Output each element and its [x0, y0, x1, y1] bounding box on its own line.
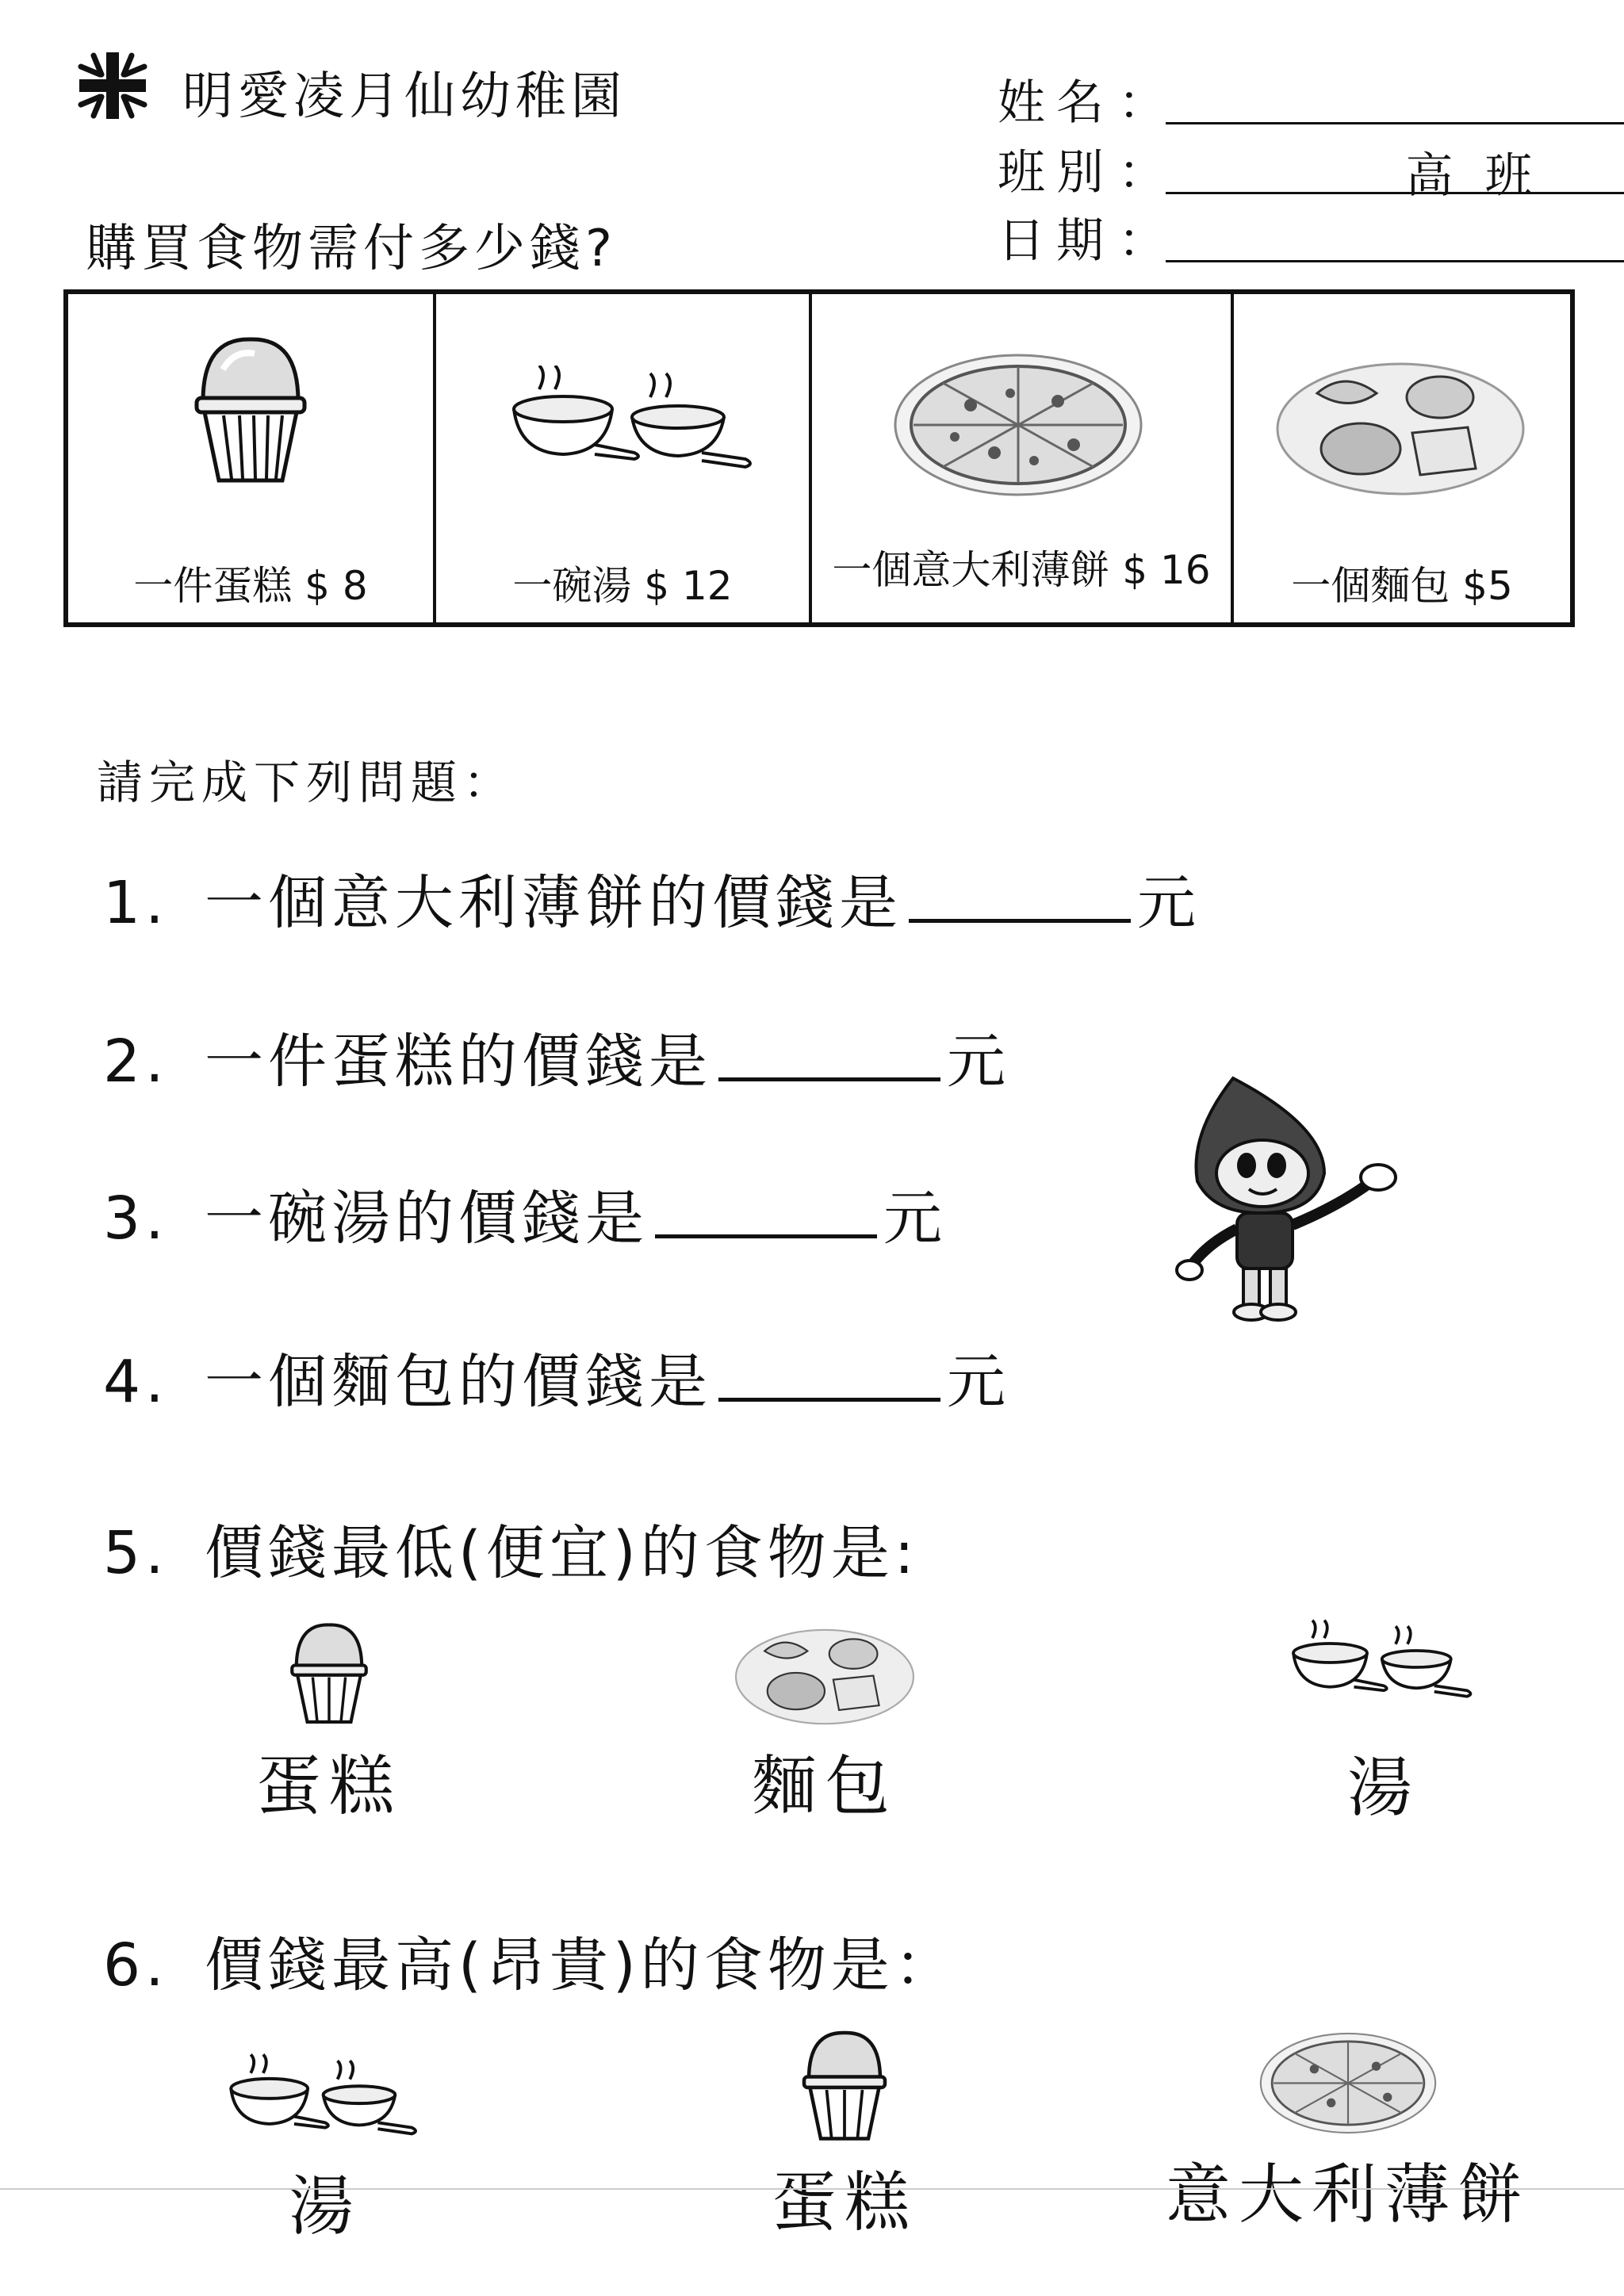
question-5 [103, 1506, 919, 1590]
question-2 [103, 1015, 1010, 1099]
question-number: 5. [103, 1519, 169, 1587]
option-label: 麵包 [751, 1749, 898, 1824]
price-cell-bread [1234, 294, 1570, 622]
question-1 [103, 856, 1201, 940]
unit-label: 元 [947, 1348, 1010, 1416]
name-colon: ： [1118, 75, 1166, 131]
answer-blank[interactable] [909, 871, 1131, 923]
date-underline [1166, 260, 1624, 262]
date-label: 日期 [998, 213, 1115, 269]
question-number: 3. [103, 1184, 169, 1253]
question-text: 一碗湯的價錢是 [205, 1184, 649, 1253]
name-underline [1166, 122, 1624, 124]
option-label: 湯 [288, 2169, 362, 2244]
price-cell-cake [68, 294, 436, 622]
price-cell-pizza [812, 294, 1234, 622]
question-number: 6. [103, 1931, 169, 1999]
soup-bowls-icon [226, 2053, 424, 2149]
answer-blank[interactable] [718, 1350, 940, 1402]
option-label: 意大利薄餅 [1165, 2157, 1530, 2233]
q5-option-bread[interactable] [714, 1625, 936, 1827]
cupcake-icon [285, 1617, 373, 1728]
question-number: 2. [103, 1027, 169, 1096]
caritas-logo-icon [76, 49, 149, 122]
answer-blank[interactable] [718, 1030, 940, 1081]
price-table [63, 289, 1575, 627]
price-label-pizza: 一個意大利薄餅 $ 16 [832, 547, 1211, 593]
name-label: 姓名 [998, 75, 1115, 131]
q5-option-soup[interactable] [1285, 1617, 1483, 1829]
question-number: 4. [103, 1348, 169, 1416]
price-label-cake: 一件蛋糕 $ 8 [133, 563, 368, 609]
bread-plate-icon [1274, 358, 1527, 500]
unit-label: 元 [947, 1027, 1010, 1096]
bread-plate-icon [718, 1625, 932, 1728]
pizza-icon [891, 350, 1145, 500]
cupcake-icon [187, 330, 314, 488]
question-text: 價錢最低(便宜)的食物是: [205, 1519, 919, 1587]
q5-option-cake[interactable] [242, 1617, 416, 1827]
question-text: 一個麵包的價錢是 [205, 1348, 712, 1416]
price-label-soup: 一碗湯 $ 12 [512, 563, 733, 609]
pizza-icon [1257, 2030, 1439, 2137]
price-cell-soup [436, 294, 812, 622]
unit-label: 元 [883, 1184, 947, 1253]
mascot-character-icon [1174, 1062, 1411, 1332]
option-label: 湯 [1346, 1751, 1420, 1826]
school-name: 明愛凌月仙幼稚園 [182, 67, 626, 126]
worksheet-title: 購買食物需付多少錢? [86, 220, 617, 278]
answer-blank[interactable] [655, 1187, 877, 1238]
instruction-text: 請完成下列問題： [97, 756, 516, 809]
q6-option-cake[interactable] [749, 2026, 940, 2244]
q6-option-soup[interactable] [222, 2053, 428, 2248]
soup-bowls-icon [508, 365, 761, 484]
unit-label: 元 [1137, 869, 1201, 937]
class-value[interactable]: 高班 [1405, 148, 1565, 204]
question-number: 1. [103, 869, 169, 937]
option-label: 蛋糕 [255, 1749, 402, 1824]
question-text: 價錢最高(昂貴)的食物是： [205, 1931, 958, 1999]
question-3 [103, 1172, 947, 1256]
cupcake-icon [797, 2026, 892, 2145]
price-label-bread: 一個麵包 $5 [1291, 563, 1513, 609]
question-text: 一件蛋糕的價錢是 [205, 1027, 712, 1096]
date-colon: ： [1118, 213, 1166, 269]
question-text: 一個意大利薄餅的價錢是 [205, 869, 902, 937]
class-label: 班別 [998, 145, 1115, 201]
soup-bowls-icon [1289, 1617, 1479, 1712]
class-colon: ： [1118, 145, 1166, 201]
question-4 [103, 1335, 1010, 1419]
q6-option-pizza[interactable] [1134, 2030, 1562, 2236]
class-underline [1166, 192, 1624, 194]
option-label: 蛋糕 [771, 2165, 917, 2241]
question-6 [103, 1919, 958, 2003]
page-divider [0, 2188, 1624, 2190]
